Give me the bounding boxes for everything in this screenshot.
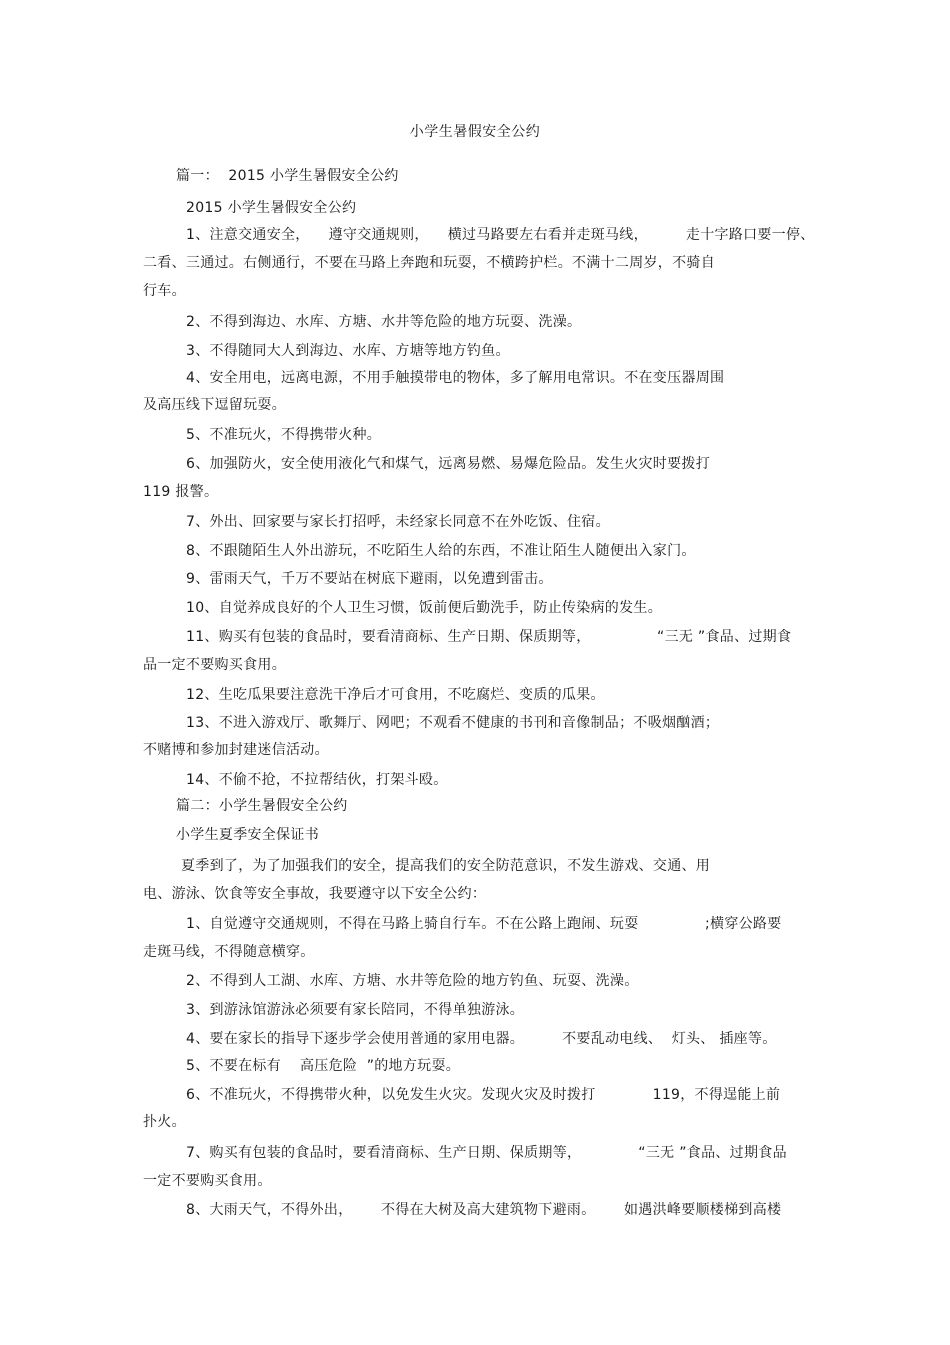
paragraph-line: 7、购买有包装的食品时，要看清商标、生产日期、保质期等， “三无 ”食品、过期食品 [186,1145,787,1161]
paragraph-line: 4、安全用电，远离电源，不用手触摸带电的物体，多了解用电常识。不在变压器周围 [186,370,725,386]
paragraph-line: 8、大雨天气，不得外出， 不得在大树及高大建筑物下避雨。 如遇洪峰要顺楼梯到高楼 [186,1202,782,1218]
paragraph-line: 10、自觉养成良好的个人卫生习惯，饭前便后勤洗手，防止传染病的发生。 [186,600,663,616]
paragraph-line: 8、不跟随陌生人外出游玩，不吃陌生人给的东西，不准让陌生人随便出入家门。 [186,543,696,559]
paragraph-line: 品一定不要购买食用。 [143,657,286,673]
paragraph-line: 1、自觉遵守交通规则，不得在马路上骑自行车。不在公路上跑闹、玩耍 ;横穿公路要 [186,916,782,932]
paragraph-line: 扑火。 [143,1114,186,1130]
paragraph-line: 14、不偷不抢，不拉帮结伙，打架斗殴。 [186,772,448,788]
paragraph-line: 不赌博和参加封建迷信活动。 [143,742,329,758]
paragraph-line: 2、不得到人工湖、水库、方塘、水井等危险的地方钓鱼、玩耍、洗澡。 [186,973,639,989]
paragraph-line: 二看、三通过。右侧通行，不要在马路上奔跑和玩耍，不横跨护栏。不满十二周岁，不骑自 [143,255,715,271]
paragraph-line: 11、购买有包装的食品时，要看清商标、生产日期、保质期等， “三无 ”食品、过期食 [186,629,792,645]
paragraph-line: 行车。 [143,283,186,299]
section-heading-2: 篇二：小学生暑假安全公约 [176,798,348,814]
paragraph-line: 6、加强防火，安全使用液化气和煤气，远离易燃、易爆危险品。发生火灾时要拨打 [186,456,711,472]
section-heading-1: 篇一： 2015 小学生暑假安全公约 [176,168,399,184]
paragraph-line: 走斑马线，不得随意横穿。 [143,944,315,960]
paragraph-line: 119 报警。 [143,484,219,500]
paragraph-line: 夏季到了，为了加强我们的安全，提高我们的安全防范意识，不发生游戏、交通、用 [181,858,711,874]
paragraph-line: 7、外出、回家要与家长打招呼，未经家长同意不在外吃饭、住宿。 [186,514,610,530]
subheading-1: 2015 小学生暑假安全公约 [186,200,357,216]
paragraph-line: 3、到游泳馆游泳必须要有家长陪同，不得单独游泳。 [186,1002,525,1018]
paragraph-line: 3、不得随同大人到海边、水库、方塘等地方钓鱼。 [186,343,510,359]
paragraph-line: 6、不准玩火，不得携带火种，以免发生火灾。发现火灾及时拨打 119，不得逞能上前 [186,1087,781,1103]
subheading-2: 小学生夏季安全保证书 [176,827,319,843]
paragraph-line: 2、不得到海边、水库、方塘、水井等危险的地方玩耍、洗澡。 [186,314,582,330]
paragraph-line: 4、要在家长的指导下逐步学会使用普通的家用电器。 不要乱动电线、 灯头、 插座等。 [186,1031,777,1047]
paragraph-line: 一定不要购买食用。 [143,1173,272,1189]
paragraph-line: 12、生吃瓜果要注意洗干净后才可食用，不吃腐烂、变质的瓜果。 [186,687,605,703]
paragraph-line: 1、注意交通安全， 遵守交通规则， 横过马路要左右看并走斑马线， 走十字路口要一停、 [186,227,815,243]
paragraph-line: 13、不进入游戏厅、歌舞厅、网吧；不观看不健康的书刊和音像制品；不吸烟酗酒； [186,715,720,731]
document-title: 小学生暑假安全公约 [409,124,541,140]
paragraph-line: 及高压线下逗留玩耍。 [143,397,286,413]
paragraph-line: 电、游泳、饮食等安全事故，我要遵守以下安全公约： [143,886,487,902]
paragraph-line: 5、不要在标有 高压危险 ”的地方玩耍。 [186,1058,461,1074]
paragraph-line: 5、不准玩火，不得携带火种。 [186,427,382,443]
paragraph-line: 9、雷雨天气，千万不要站在树底下避雨，以免遭到雷击。 [186,571,553,587]
